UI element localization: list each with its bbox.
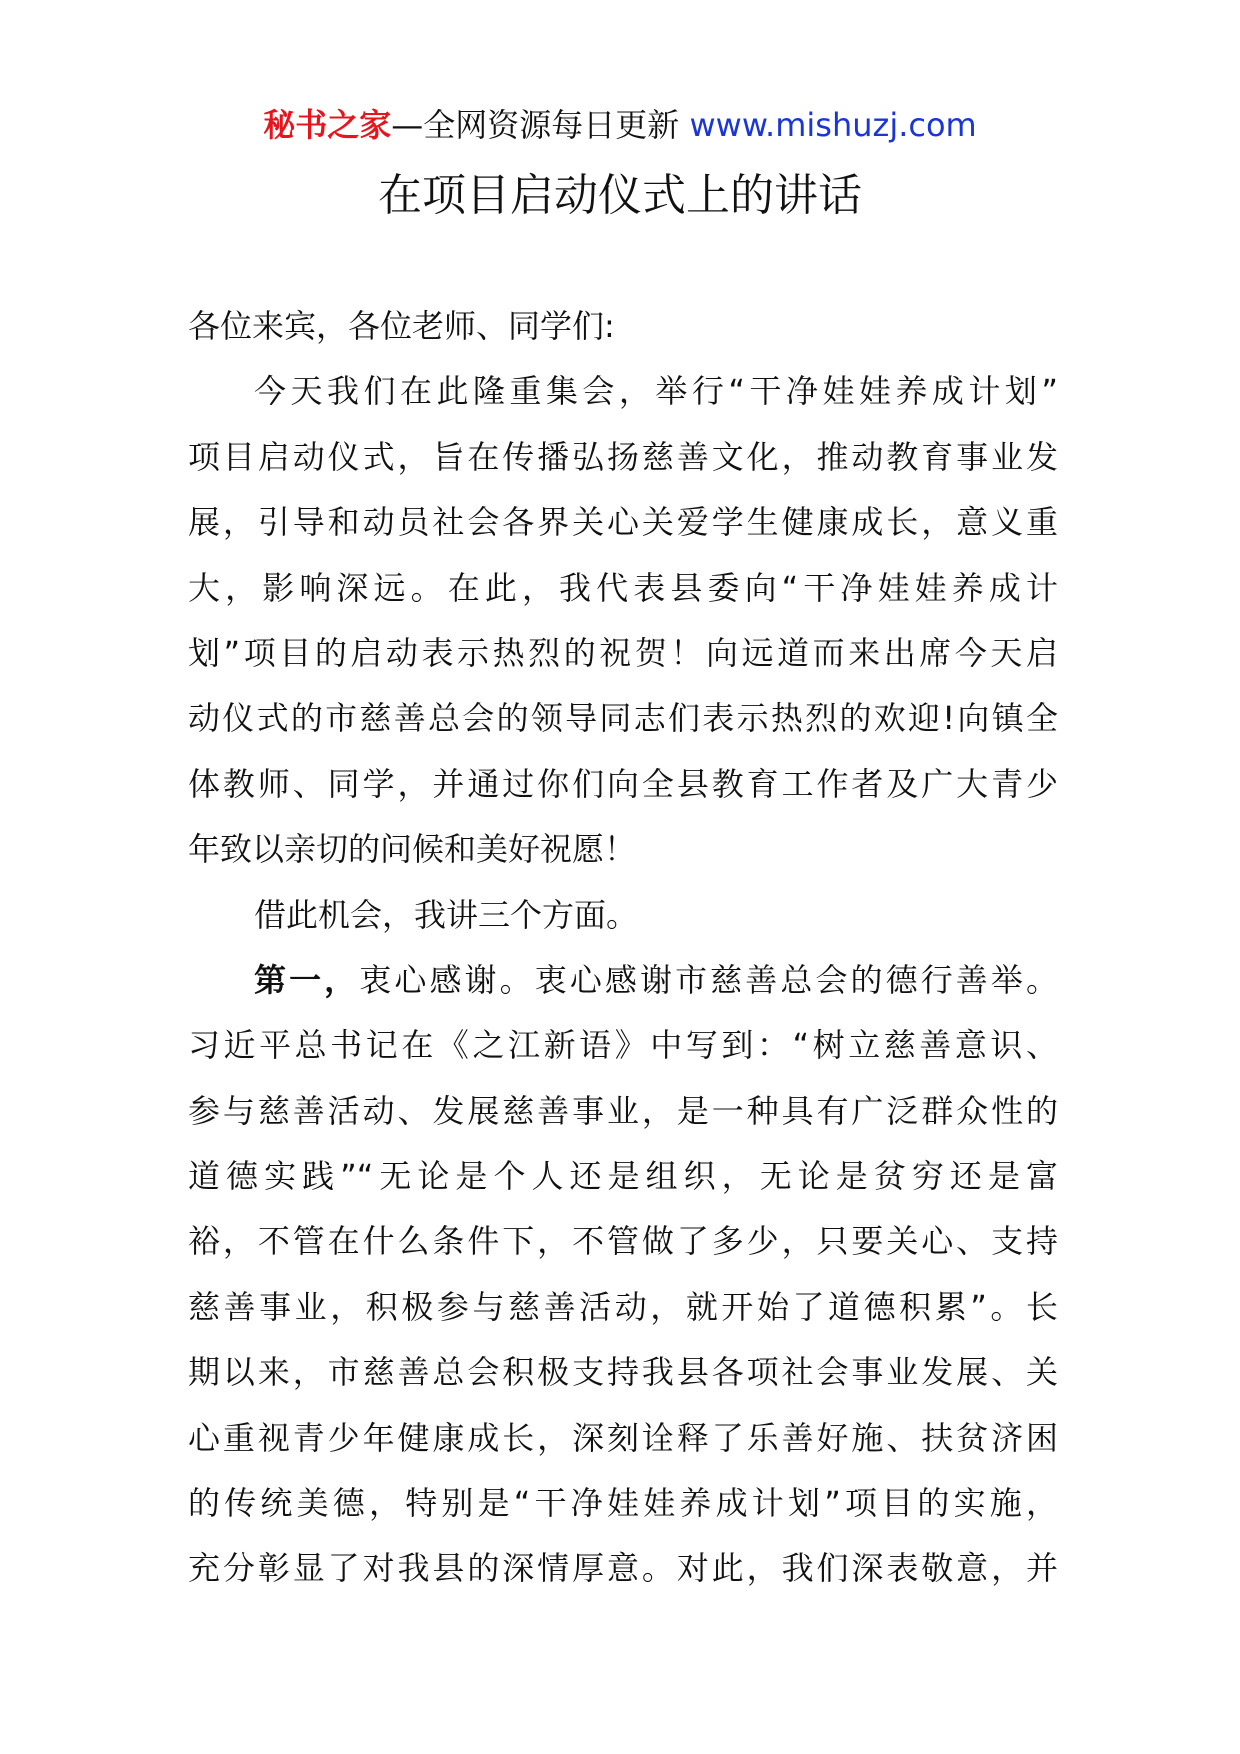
first-point-text: 衷心感谢。衷心感谢市慈善总会的德行善举。 (359, 960, 1058, 999)
text-line: 借此机会，我讲三个方面。 (254, 895, 639, 934)
text-line: 道德实践”“无论是个人还是组织，无论是贫穷还是富 (188, 1157, 1058, 1196)
text-line: 参与慈善活动、发展慈善事业，是一种具有广泛群众性的 (188, 1091, 1058, 1130)
text-line: 项目启动仪式，旨在传播弘扬慈善文化，推动教育事业发 (188, 437, 1058, 476)
site-header (0, 103, 1240, 147)
text-line: 展，引导和动员社会各界关心关爱学生健康成长，意义重 (188, 503, 1058, 542)
salutation-line: 各位来宾，各位老师、同学们: (188, 307, 615, 345)
site-url[interactable]: www.mishuzj.com (689, 106, 977, 144)
text-line: 体教师、同学，并通过你们向全县教育工作者及广大青少 (188, 764, 1058, 803)
text-line: 习近平总书记在《之江新语》中写到：“树立慈善意识、 (188, 1026, 1058, 1065)
text-line: 期以来，市慈善总会积极支持我县各项社会事业发展、关 (188, 1353, 1058, 1392)
text-line: 划”项目的启动表示热烈的祝贺！向远道而来出席今天启 (188, 633, 1058, 672)
speech-body (188, 294, 1058, 1602)
text-line: 今天我们在此隆重集会，举行“干净娃娃养成计划” (254, 372, 1058, 411)
text-line: 大，影响深远。在此，我代表县委向“干净娃娃养成计 (188, 568, 1058, 607)
text-line: 充分彰显了对我县的深情厚意。对此，我们深表敬意，并 (188, 1549, 1058, 1588)
text-line: 动仪式的市慈善总会的领导同志们表示热烈的欢迎!向镇全 (188, 699, 1058, 738)
text-line: 裕，不管在什么条件下，不管做了多少，只要关心、支持 (188, 1222, 1058, 1261)
text-line (188, 948, 1058, 1013)
site-tagline: —全网资源每日更新 (391, 106, 690, 144)
site-brand: 秘书之家 (263, 106, 392, 144)
text-line: 年致以亲切的问候和美好祝愿！ (188, 830, 637, 869)
text-line: 慈善事业，积极参与慈善活动，就开始了道德积累”。长 (188, 1287, 1058, 1326)
document-title: 在项目启动仪式上的讲话 (378, 170, 862, 221)
text-line: 心重视青少年健康成长，深刻诠释了乐善好施、扶贫济困 (188, 1418, 1058, 1457)
text-line: 的传统美德，特别是“干净娃娃养成计划”项目的实施， (188, 1484, 1058, 1523)
first-point-label: 第一， (254, 960, 360, 999)
